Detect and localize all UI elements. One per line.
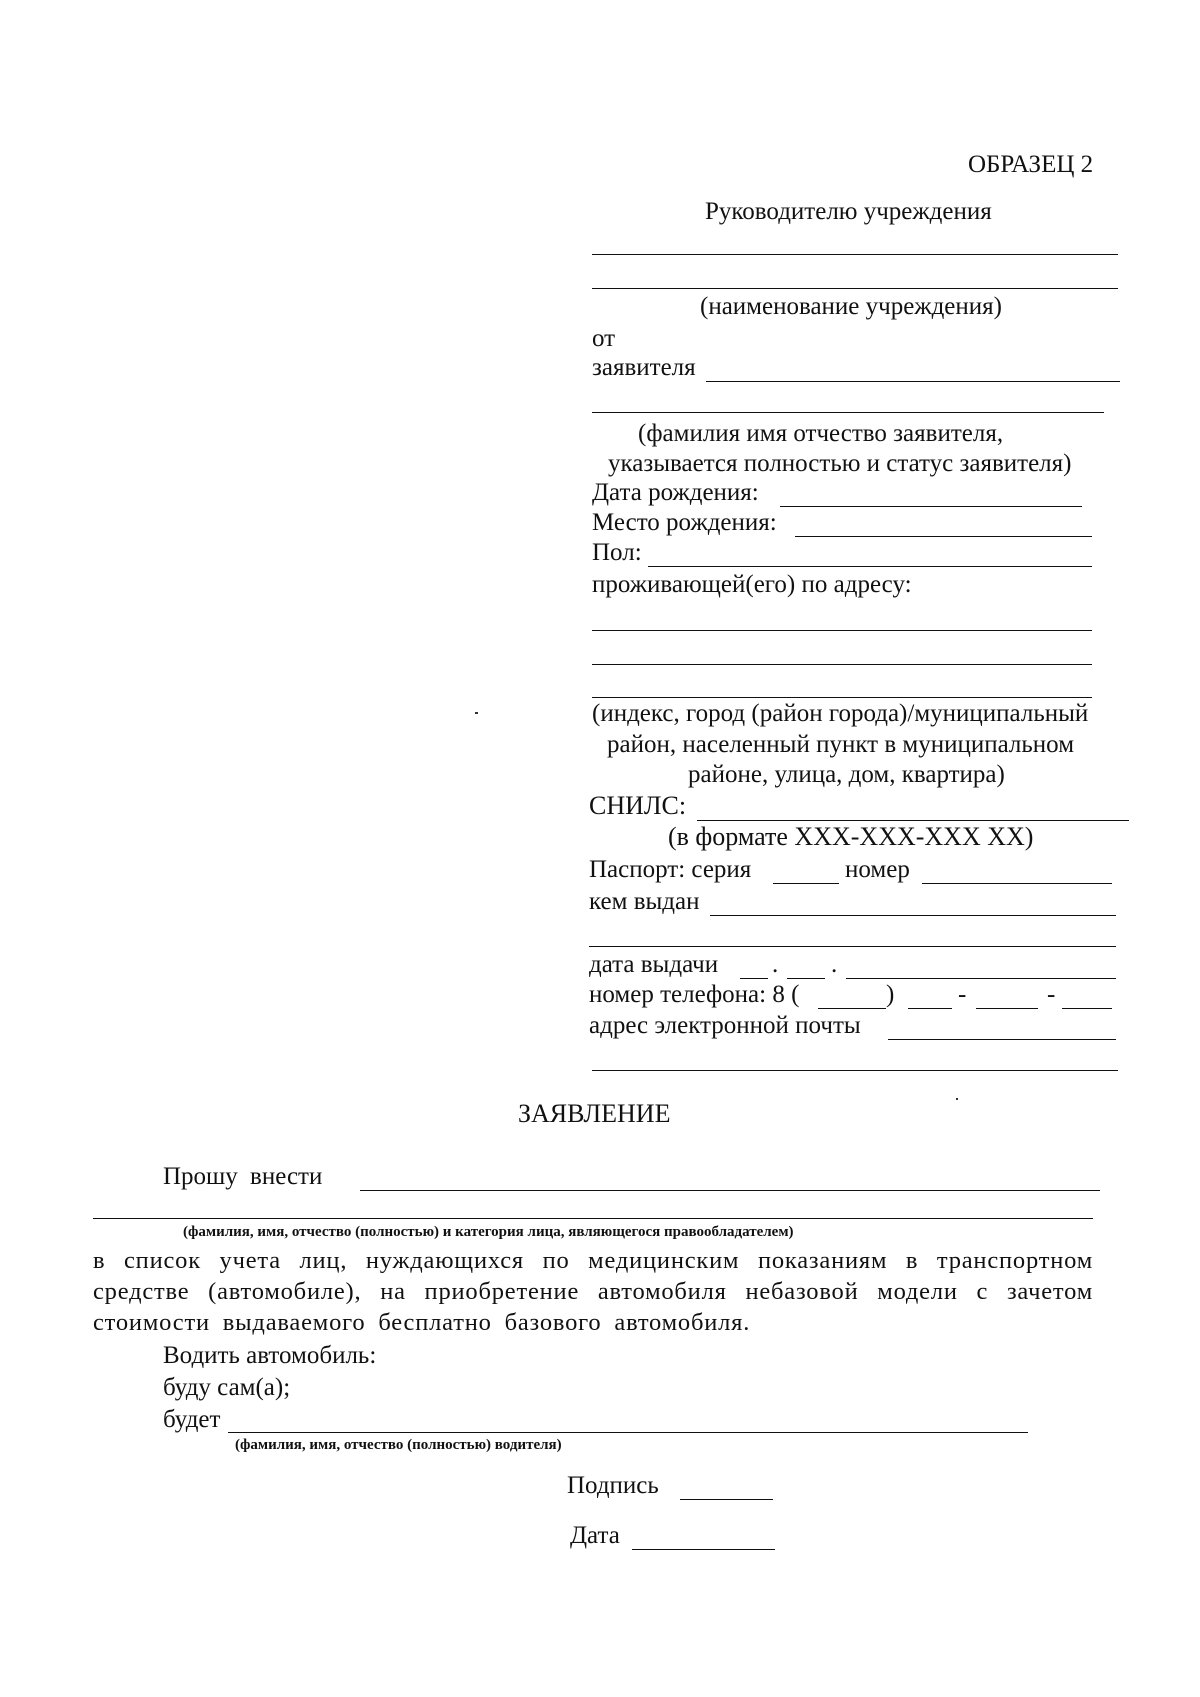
request-name-line-2[interactable] [93, 1218, 1093, 1219]
date-label: Дата [570, 1522, 620, 1549]
issue-day-line[interactable] [740, 978, 768, 979]
addressee-label: Руководителю учреждения [705, 198, 992, 225]
phone-dash-2: - [1047, 981, 1056, 1008]
drive-label: Водить автомобиль: [163, 1342, 377, 1369]
driver-name-line[interactable] [228, 1432, 1028, 1433]
address-line-3[interactable] [592, 697, 1092, 698]
request-label: Прошу внести [163, 1163, 323, 1190]
birth-place-label: Место рождения: [592, 509, 777, 536]
issue-year-line[interactable] [846, 978, 1116, 979]
email-label: адрес электронной почты [589, 1012, 861, 1039]
self-drive-option: буду сам(а); [163, 1374, 291, 1401]
other-driver-option: будет [163, 1406, 221, 1433]
issued-by-label: кем выдан [589, 888, 700, 915]
address-line-1[interactable] [592, 630, 1092, 631]
issue-month-line[interactable] [787, 978, 825, 979]
email-line-2[interactable] [592, 1070, 1118, 1071]
phone-label: номер телефона: 8 ( [589, 981, 800, 1008]
address-hint-3: районе, улица, дом, квартира) [688, 761, 1005, 788]
rightholder-hint: (фамилия, имя, отчество (полностью) и категория лица, являющегося правообладателем) [183, 1224, 794, 1240]
phone-part-1-line[interactable] [908, 1008, 952, 1009]
passport-number-line[interactable] [922, 883, 1112, 884]
address-hint-2: район, населенный пункт в муниципальном [607, 731, 1075, 758]
phone-part-2-line[interactable] [976, 1008, 1038, 1009]
applicant-label: заявителя [592, 354, 696, 381]
birth-place-line[interactable] [795, 536, 1092, 537]
birth-date-line[interactable] [780, 506, 1082, 507]
sex-line[interactable] [648, 566, 1092, 567]
applicant-name-line-2[interactable] [592, 412, 1104, 413]
snils-hint: (в формате XXX-XXX-XXX XX) [668, 822, 1034, 851]
issue-date-label: дата выдачи [589, 951, 719, 978]
date-line[interactable] [632, 1549, 775, 1550]
request-paragraph: в список учета лиц, нуждающихся по медицинским показаниям в транспортном средстве (автомобиле), на приобретение автомобиля небазовой модели с зачетом стоимости выдаваемого бесплатно базового автомобиля. [93, 1247, 1093, 1336]
sex-label: Пол: [592, 539, 642, 566]
snils-line[interactable] [697, 820, 1129, 821]
from-label: от [592, 325, 616, 352]
issue-date-dot-2: . [831, 951, 838, 978]
passport-series-label: Паспорт: серия [589, 856, 752, 883]
applicant-hint-1: (фамилия имя отчество заявителя, [638, 420, 1004, 447]
phone-part-3-line[interactable] [1062, 1008, 1112, 1009]
phone-code-line[interactable] [818, 1008, 886, 1009]
scan-speck [956, 1098, 958, 1100]
issued-by-line-2[interactable] [589, 946, 1116, 947]
birth-date-label: Дата рождения: [592, 479, 759, 506]
scan-speck [475, 712, 478, 714]
institution-line-1[interactable] [592, 254, 1118, 255]
document-title: ЗАЯВЛЕНИЕ [518, 1099, 671, 1128]
request-name-line[interactable] [360, 1190, 1100, 1191]
signature-line[interactable] [680, 1499, 773, 1500]
sample-label: ОБРАЗЕЦ 2 [968, 151, 1094, 178]
email-line[interactable] [888, 1039, 1116, 1040]
address-label: проживающей(его) по адресу: [592, 571, 912, 598]
passport-number-label: номер [845, 856, 910, 883]
issued-by-line[interactable] [710, 915, 1116, 916]
address-hint-1: (индекс, город (район города)/муниципальный [592, 700, 1089, 727]
passport-series-line[interactable] [773, 883, 839, 884]
phone-dash-1: - [958, 981, 967, 1008]
applicant-name-line[interactable] [706, 381, 1120, 382]
institution-hint: (наименование учреждения) [700, 293, 1002, 320]
driver-hint: (фамилия, имя, отчество (полностью) водителя) [235, 1437, 562, 1453]
issue-date-dot-1: . [772, 951, 779, 978]
address-line-2[interactable] [592, 664, 1092, 665]
applicant-hint-2: указывается полностью и статус заявителя) [608, 450, 1072, 477]
snils-label: СНИЛС: [589, 791, 687, 820]
phone-close-paren: ) [886, 981, 895, 1008]
institution-line-2[interactable] [592, 288, 1118, 289]
signature-label: Подпись [567, 1472, 659, 1499]
